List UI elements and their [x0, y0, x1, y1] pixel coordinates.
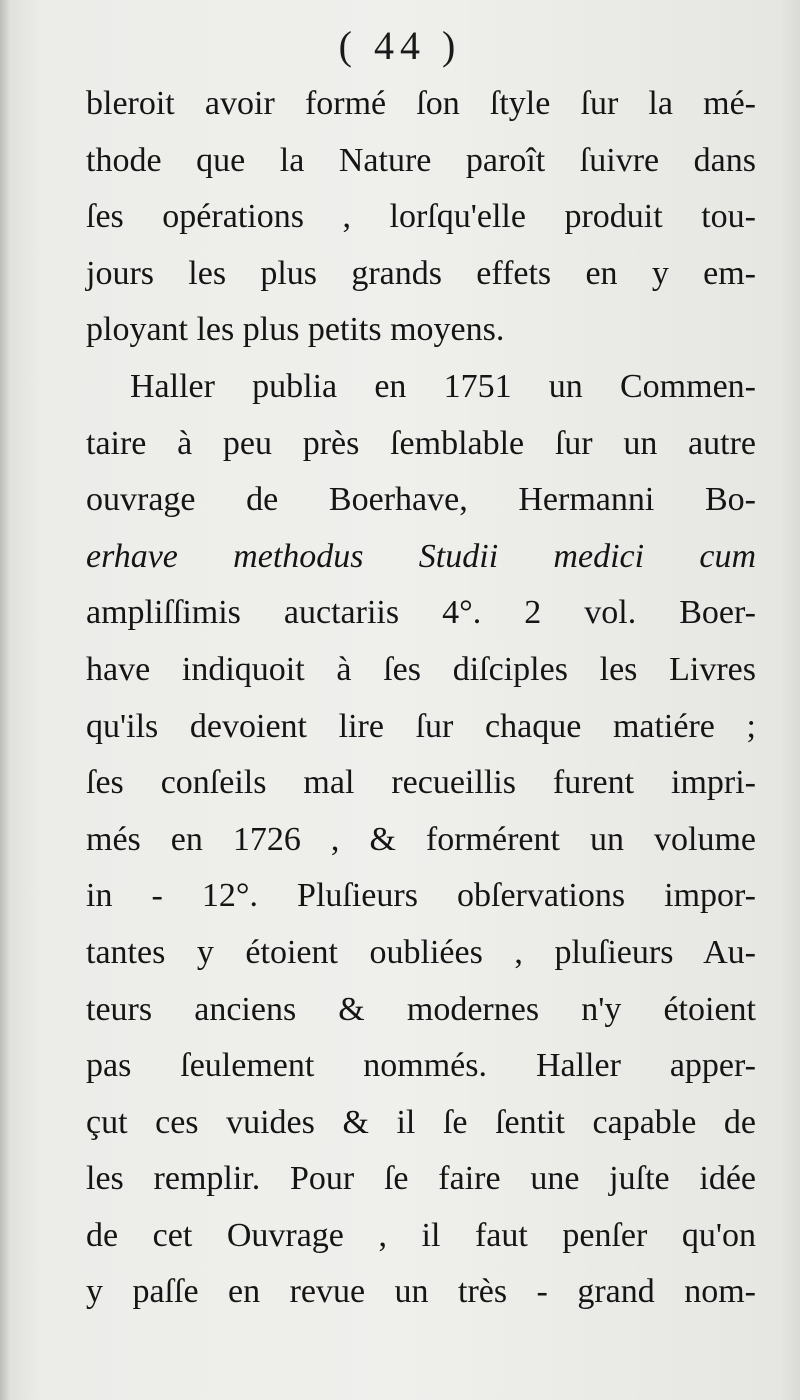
text-line: tantes y étoient oubliées , pluſieurs Au- [86, 933, 756, 971]
text-line: pas ſeulement nommés. Haller apper- [86, 1047, 756, 1085]
text-line: taire à peu près ſemblable ſur un autre [86, 424, 756, 462]
page-number: ( 44 ) [338, 23, 462, 68]
text-line: més en 1726 , & formérent un volume [86, 820, 756, 858]
text-line: thode que la Nature paroît ſuivre dans [86, 141, 756, 179]
text-line: ouvrage de Boerhave, Hermanni Bo- [86, 481, 756, 519]
text-line: les remplir. Pour ſe faire une juſte idée [86, 1160, 756, 1198]
paragraph-start-line: Haller publia en 1751 un Commen- [130, 367, 756, 405]
text-line: bleroit avoir formé ſon ſtyle ſur la mé- [86, 85, 756, 122]
text-line-italic: erhave methodus Studii medici cum [86, 537, 756, 575]
text-line: have indiquoit à ſes diſciples les Livres [86, 650, 756, 688]
text-line: çut ces vuides & il ſe ſentit capable de [86, 1103, 756, 1141]
text-line: in - 12°. Pluſieurs obſervations impor- [86, 877, 756, 915]
text-line: qu'ils devoient lire ſur chaque matiére ; [86, 707, 756, 745]
text-line: ampliſſimis auctariis 4°. 2 vol. Boer- [86, 594, 756, 632]
text-line: ployant les plus petits moyens. [86, 311, 505, 349]
text-line: ſes conſeils mal recueillis furent impri- [86, 764, 756, 802]
text-line: jours les plus grands effets en y em- [86, 254, 756, 292]
body-text [86, 76, 756, 1321]
text-line: de cet Ouvrage , il faut penſer qu'on [86, 1216, 756, 1254]
text-line: teurs anciens & modernes n'y étoient [86, 990, 756, 1028]
text-line: ſes opérations , lorſqu'elle produit tou- [86, 198, 756, 236]
text-line: y paſſe en revue un très - grand nom- [86, 1273, 756, 1311]
